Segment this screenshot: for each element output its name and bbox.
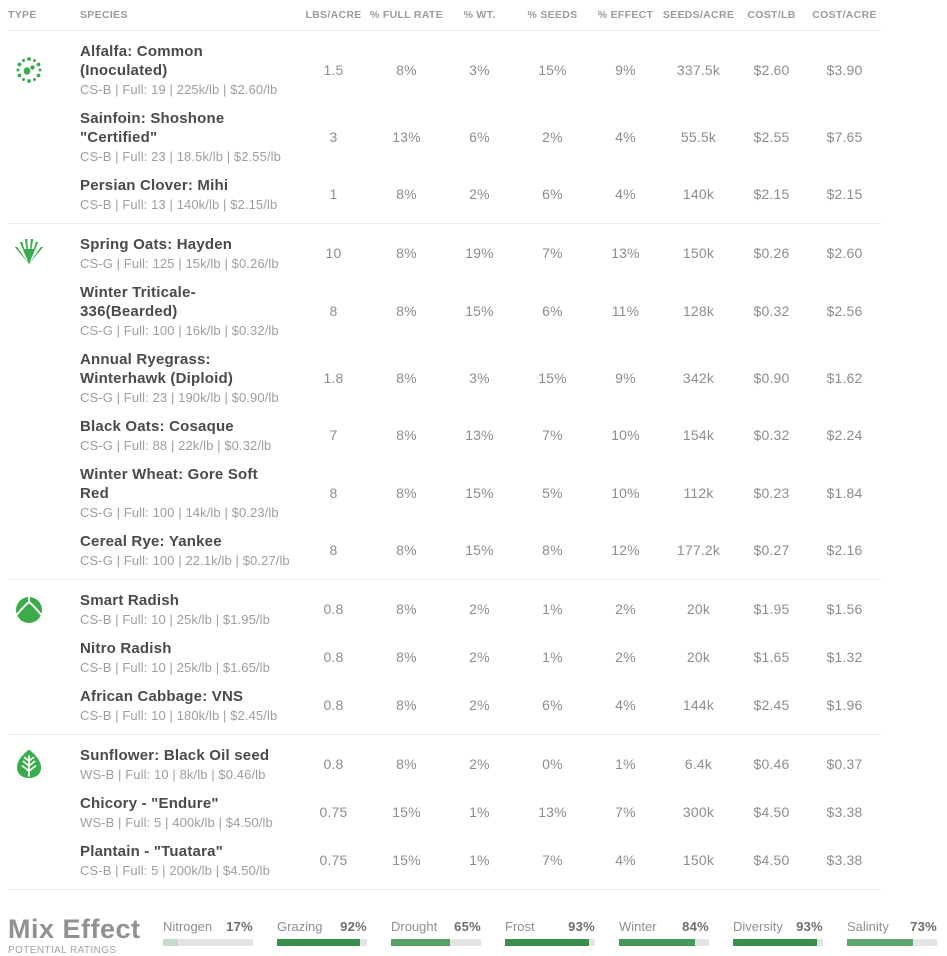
value-cost-lb: $2.60 [753,61,790,78]
rating-grazing [277,919,367,946]
value-cost-acre: $1.56 [826,601,863,617]
species-cell [80,350,297,405]
species-cell [80,417,297,453]
column-header-type: TYPE [8,9,37,21]
column-header-cost-acre: COST/ACRE [812,9,877,21]
species-group [8,580,881,735]
table-header-row [8,0,881,31]
value-seeds: 5% [542,484,563,501]
value-cost-lb: $0.90 [753,369,790,386]
value-cost-lb: $0.26 [753,245,790,261]
value-seeds: 1% [542,601,563,617]
value-seeds: 1% [542,649,563,665]
value-lbs-acre: 0.75 [319,804,348,820]
value-wt: 1% [469,804,490,820]
broadleaf-icon [8,748,80,780]
species-row[interactable] [8,633,881,681]
species-row[interactable] [8,36,881,103]
species-name: Sunflower: Black Oil seed [80,747,270,764]
rating-bar-fill [277,939,360,946]
rating-bar-track [847,939,937,946]
rating-percent: 73% [910,919,937,934]
rating-label: Salinity [847,919,889,934]
column-header-full-rate: % FULL RATE [370,9,443,21]
species-name: Annual Ryegrass: Winterhawk (Diploid) [80,351,234,387]
value-seeds: 2% [542,128,563,145]
species-name: Black Oats: Cosaque [80,418,234,435]
species-cell [80,687,297,723]
species-cell [80,794,297,830]
value-cost-acre: $3.38 [826,852,863,868]
value-effect: 11% [611,302,640,319]
species-cell [80,176,297,212]
value-cost-acre: $3.90 [826,61,863,78]
column-header-wt: % WT. [463,9,496,21]
value-cost-acre: $1.96 [826,697,863,713]
value-cost-acre: $2.16 [826,542,863,558]
species-row[interactable] [8,411,881,459]
species-cell [80,42,297,97]
value-effect: 2% [615,601,636,617]
mix-effect-subtitle: POTENTIAL RATINGS [8,945,117,956]
value-wt: 2% [469,697,490,713]
value-full-rate: 8% [396,245,417,261]
value-full-rate: 8% [396,427,417,443]
mix-effect-section [8,916,947,956]
legume-icon [8,54,80,86]
species-cell [80,465,297,520]
value-wt: 2% [469,186,490,202]
value-seeds-acre: 342k [682,369,715,386]
value-cost-lb: $1.95 [753,601,790,617]
rating-bar-fill [733,939,817,946]
rating-percent: 92% [340,919,367,934]
value-seeds: 7% [542,852,563,868]
value-lbs-acre: 0.8 [323,649,344,665]
value-wt: 15% [465,302,494,319]
species-meta: CS-G | Full: 88 | 22k/lb | $0.32/lb [80,438,272,453]
species-name: Winter Wheat: Gore Soft Red [80,466,258,502]
value-effect: 4% [615,186,636,202]
species-cell [80,283,297,338]
value-lbs-acre: 1 [329,186,338,202]
value-full-rate: 8% [396,756,417,772]
rating-percent: 84% [682,919,709,934]
species-meta: CS-B | Full: 10 | 25k/lb | $1.65/lb [80,660,270,675]
value-lbs-acre: 10 [325,245,342,261]
rating-label: Diversity [733,919,783,934]
value-effect: 7% [615,804,636,820]
value-lbs-acre: 0.8 [323,756,344,772]
rating-bar-track [391,939,481,946]
value-seeds: 13% [538,804,567,820]
value-seeds: 15% [538,61,567,78]
grass-icon [8,237,80,269]
species-name: Persian Clover: Mihi [80,177,229,194]
species-meta: CS-B | Full: 10 | 25k/lb | $1.95/lb [80,612,270,627]
species-group [8,224,881,580]
value-effect: 13% [611,245,640,261]
rating-bar-fill [163,939,178,946]
value-seeds-acre: 300k [682,804,715,820]
mix-effect-title: Mix Effect [8,914,141,944]
value-cost-lb: $0.32 [753,427,790,443]
column-header-seeds-acre: SEEDS/ACRE [662,9,735,21]
species-name: Winter Triticale-336(Bearded) [80,284,196,320]
value-wt: 2% [469,649,490,665]
value-seeds: 15% [538,369,567,386]
species-name: Spring Oats: Hayden [80,236,233,253]
value-effect: 10% [611,484,640,501]
value-full-rate: 15% [392,852,421,868]
rating-bar-track [619,939,709,946]
value-seeds-acre: 177.2k [676,542,721,558]
species-row[interactable] [8,836,881,884]
value-lbs-acre: 8 [329,302,338,319]
species-meta: CS-B | Full: 10 | 180k/lb | $2.45/lb [80,708,278,723]
rating-bar-track [505,939,595,946]
value-cost-acre: $2.15 [826,186,863,202]
value-wt: 1% [469,852,490,868]
value-cost-acre: $1.32 [826,649,863,665]
species-meta: CS-B | Full: 23 | 18.5k/lb | $2.55/lb [80,149,281,164]
value-cost-acre: $2.60 [826,245,863,261]
species-name: African Cabbage: VNS [80,688,244,705]
value-seeds-acre: 112k [683,484,714,501]
column-header-cost-lb: COST/LB [747,9,796,21]
value-seeds: 7% [542,427,563,443]
value-wt: 2% [469,756,490,772]
value-cost-acre: $0.37 [826,756,863,772]
value-full-rate: 8% [396,186,417,202]
value-full-rate: 8% [396,649,417,665]
value-full-rate: 8% [396,484,417,501]
value-full-rate: 8% [396,369,417,386]
value-wt: 2% [469,601,490,617]
value-seeds: 6% [542,302,563,319]
value-seeds-acre: 144k [682,697,715,713]
value-seeds: 8% [542,542,563,558]
value-cost-acre: $7.65 [826,128,863,145]
species-meta: CS-B | Full: 5 | 200k/lb | $4.50/lb [80,863,270,878]
species-meta: CS-B | Full: 13 | 140k/lb | $2.15/lb [80,197,278,212]
species-meta: WS-B | Full: 5 | 400k/lb | $4.50/lb [80,815,273,830]
column-header-lbs-acre: LBS/ACRE [305,9,362,21]
value-effect: 4% [615,697,636,713]
species-name: Smart Radish [80,592,180,609]
value-effect: 4% [615,128,636,145]
rating-label: Winter [619,919,657,934]
value-effect: 9% [615,61,636,78]
value-wt: 15% [465,484,494,501]
rating-percent: 65% [454,919,481,934]
value-cost-lb: $4.50 [753,852,790,868]
value-cost-lb: $0.23 [753,484,790,501]
species-meta: CS-G | Full: 23 | 190k/lb | $0.90/lb [80,390,279,405]
rating-nitrogen [163,919,253,946]
species-row[interactable] [8,585,881,633]
value-effect: 9% [615,369,636,386]
value-full-rate: 15% [392,804,421,820]
species-meta: CS-G | Full: 100 | 16k/lb | $0.32/lb [80,323,279,338]
species-row[interactable] [8,526,881,574]
column-header-effect: % EFFECT [597,9,654,21]
value-cost-acre: $2.56 [826,302,863,319]
value-seeds: 0% [542,756,563,772]
rating-diversity [733,919,823,946]
species-name: Plantain - "Tuatara" [80,843,223,860]
value-seeds-acre: 20k [686,601,711,617]
value-lbs-acre: 1.5 [323,61,344,78]
value-effect: 2% [615,649,636,665]
value-wt: 19% [465,245,494,261]
value-seeds: 6% [542,186,563,202]
species-meta: CS-G | Full: 100 | 22.1k/lb | $0.27/lb [80,553,290,568]
value-seeds-acre: 337.5k [676,61,721,78]
species-row[interactable] [8,277,881,344]
rating-bar-fill [505,939,589,946]
rating-percent: 93% [568,919,595,934]
value-seeds-acre: 154k [682,427,715,443]
value-cost-acre: $3.38 [826,804,863,820]
species-row[interactable] [8,229,881,277]
value-lbs-acre: 7 [329,427,338,443]
value-full-rate: 8% [396,61,417,78]
column-header-seeds: % SEEDS [527,9,578,21]
value-seeds: 6% [542,697,563,713]
species-group [8,31,881,224]
value-cost-lb: $2.15 [753,186,790,202]
value-cost-acre: $1.84 [826,484,863,501]
value-seeds-acre: 20k [686,649,711,665]
species-group [8,735,881,890]
value-cost-lb: $4.50 [753,804,790,820]
value-seeds-acre: 55.5k [680,128,717,145]
species-row[interactable] [8,170,881,218]
species-meta: CS-G | Full: 100 | 14k/lb | $0.23/lb [80,505,279,520]
value-cost-acre: $2.24 [826,427,863,443]
species-name: Chicory - "Endure" [80,795,219,812]
rating-drought [391,919,481,946]
species-name: Nitro Radish [80,640,172,657]
rating-bar-track [163,939,253,946]
rating-label: Drought [391,919,438,934]
species-cell [80,639,297,675]
value-lbs-acre: 0.8 [323,697,344,713]
value-seeds-acre: 140k [682,186,715,202]
value-seeds-acre: 150k [682,852,715,868]
value-wt: 6% [469,128,490,145]
value-full-rate: 8% [396,697,417,713]
value-lbs-acre: 8 [329,484,338,501]
species-cell [80,532,297,568]
column-header-species: SPECIES [80,9,128,21]
species-row[interactable] [8,740,881,788]
value-full-rate: 8% [396,302,417,319]
species-cell [80,746,297,782]
value-seeds-acre: 128k [682,302,715,319]
value-seeds-acre: 150k [682,245,715,261]
species-cell [80,842,297,878]
species-meta: WS-B | Full: 10 | 8k/lb | $0.46/lb [80,767,266,782]
value-cost-lb: $2.45 [753,697,790,713]
rating-bar-fill [391,939,450,946]
rating-frost [505,919,595,946]
species-table-body [8,31,947,890]
rating-bar-fill [619,939,695,946]
value-lbs-acre: 0.8 [323,601,344,617]
species-row[interactable] [8,681,881,729]
rating-winter [619,919,709,946]
rating-label: Grazing [277,919,323,934]
value-full-rate: 13% [392,128,421,145]
rating-percent: 17% [226,919,253,934]
value-wt: 15% [465,542,494,558]
value-full-rate: 8% [396,601,417,617]
species-name: Cereal Rye: Yankee [80,533,222,550]
brassica-icon [8,593,80,625]
value-seeds-acre: 6.4k [684,756,713,772]
species-row[interactable] [8,459,881,526]
species-cell [80,235,297,271]
rating-bar-track [733,939,823,946]
species-name: Alfalfa: Common (Inoculated) [80,43,203,79]
rating-salinity [847,919,937,946]
value-effect: 10% [611,427,640,443]
value-cost-lb: $1.65 [753,649,790,665]
value-cost-lb: $0.46 [753,756,790,772]
value-effect: 4% [615,852,636,868]
rating-bar-fill [847,939,913,946]
value-lbs-acre: 3 [329,128,338,145]
value-cost-lb: $0.32 [753,302,790,319]
value-lbs-acre: 0.75 [319,852,348,868]
mix-effect-heading [8,916,163,956]
rating-bar-track [277,939,367,946]
species-meta: CS-G | Full: 125 | 15k/lb | $0.26/lb [80,256,279,271]
rating-label: Frost [505,919,535,934]
value-wt: 3% [469,61,490,78]
species-cell [80,109,297,164]
rating-percent: 93% [796,919,823,934]
value-lbs-acre: 8 [329,542,338,558]
value-effect: 1% [615,756,636,772]
mix-effect-ratings [163,919,937,946]
value-cost-lb: $0.27 [753,542,790,558]
species-row[interactable] [8,788,881,836]
value-full-rate: 8% [396,542,417,558]
value-wt: 3% [469,369,490,386]
species-cell [80,591,297,627]
value-lbs-acre: 1.8 [323,369,344,386]
species-row[interactable] [8,344,881,411]
value-seeds: 7% [542,245,563,261]
value-wt: 13% [465,427,494,443]
species-row[interactable] [8,103,881,170]
value-cost-lb: $2.55 [753,128,790,145]
species-name: Sainfoin: Shoshone "Certified" [80,110,225,146]
rating-label: Nitrogen [163,919,213,934]
species-meta: CS-B | Full: 19 | 225k/lb | $2.60/lb [80,82,278,97]
value-effect: 12% [611,542,640,558]
value-cost-acre: $1.62 [826,369,863,386]
